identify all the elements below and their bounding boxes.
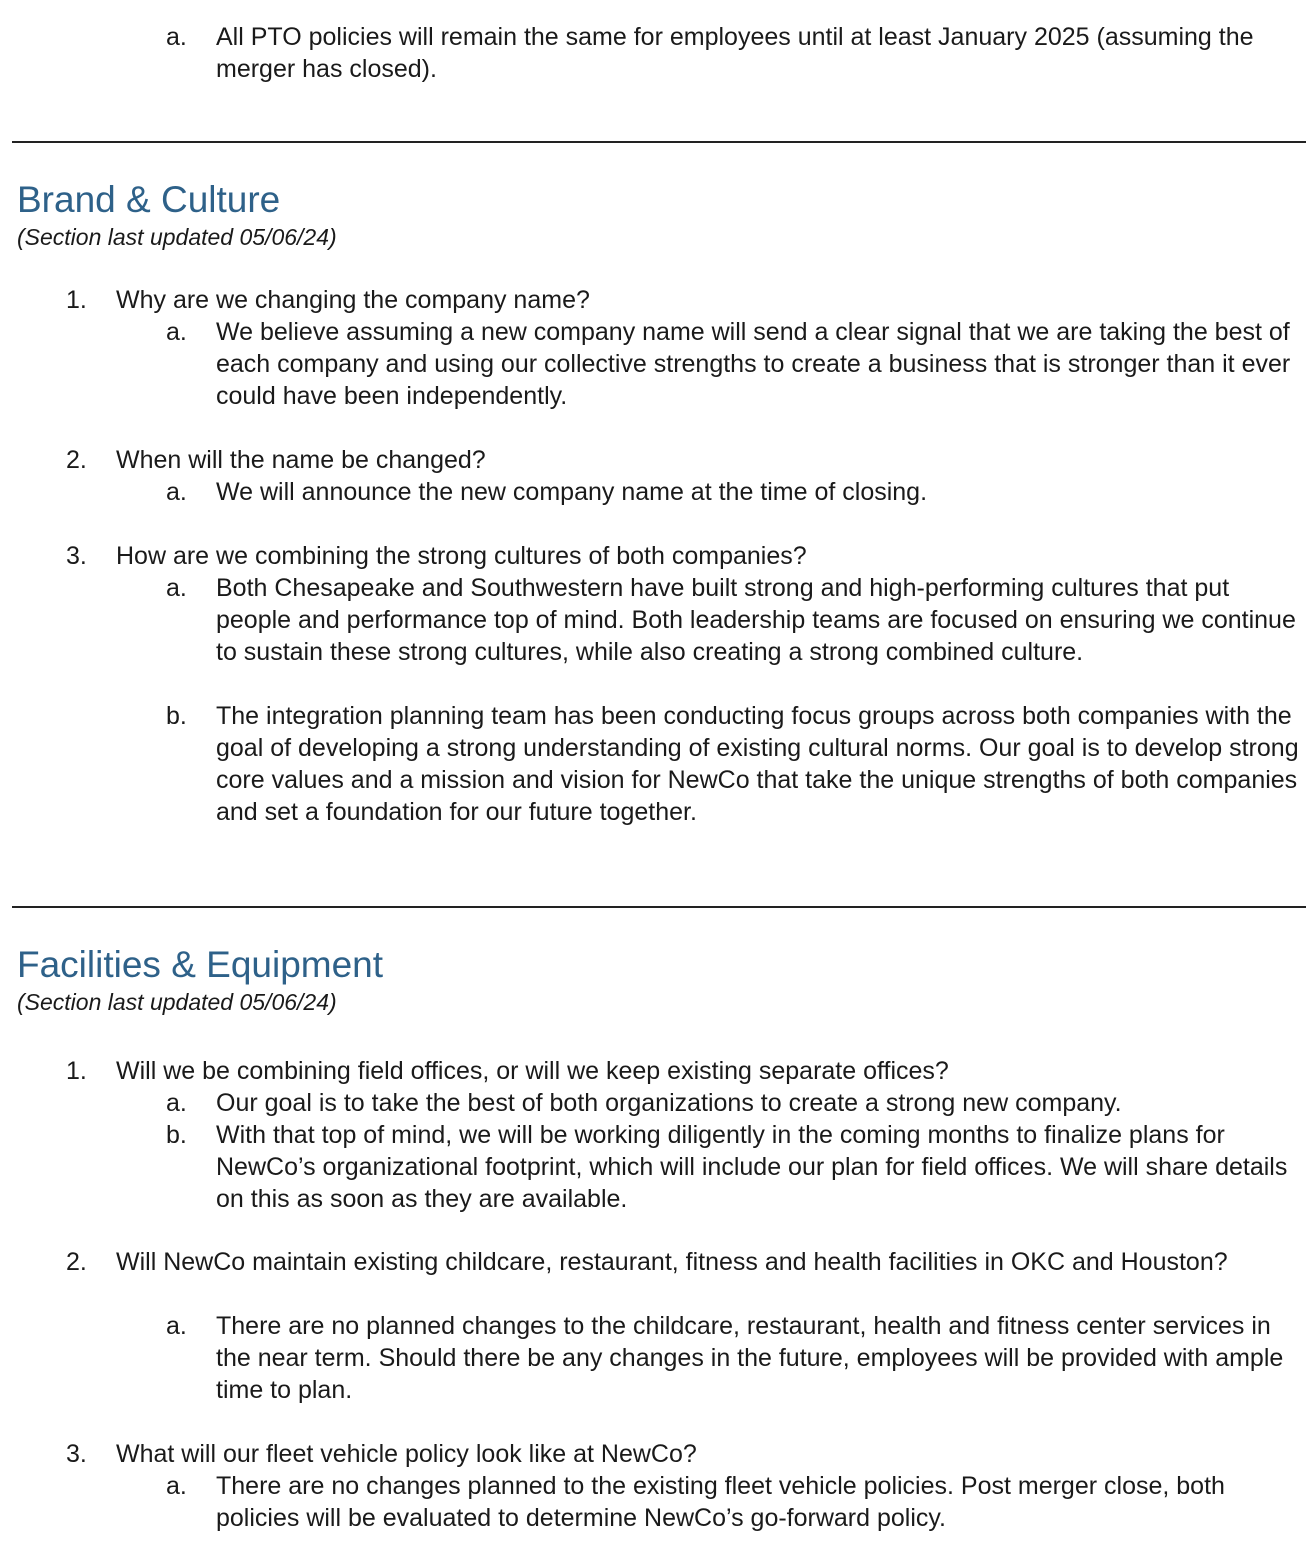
answer-letter: a. [166,1089,187,1117]
answer-letter: b. [166,1121,187,1149]
answer-letter: b. [166,702,187,730]
answer-text: Both Chesapeake and Southwestern have built strong and high-performing cultures that put people and performance top of mind. Both leadership teams are focused on ensuring we continue to sustain these strong cultures, while also creating a strong combined culture. [216,574,1296,666]
section-divider [12,141,1306,143]
answer-letter: a. [166,1472,187,1500]
question-number: 2. [66,446,87,474]
answer-text: With that top of mind, we will be working diligently in the coming months to finalize plans for NewCo’s organizational footprint, which will include our plan for field offices. We will share details on this as soon as they are available. [216,1121,1288,1213]
question-text: When will the name be changed? [116,446,486,474]
answer-letter: a. [166,1312,187,1340]
section-divider [12,906,1306,908]
section-updated-date: (Section last updated 05/06/24) [17,224,337,250]
section-title-brand-culture: Brand & Culture [17,179,281,220]
question-number: 1. [66,286,87,314]
section-updated-date: (Section last updated 05/06/24) [17,989,337,1015]
answer-text: We will announce the new company name at the time of closing. [216,478,928,506]
answer-letter: a. [166,23,187,51]
question-text: Will we be combining field offices, or will we keep existing separate offices? [116,1057,949,1085]
answer-text: We believe assuming a new company name will send a clear signal that we are taking the best of each company and using our collective strengths to create a business that is stronger than it ever could have been independently. [216,318,1291,410]
answer-letter: a. [166,478,187,506]
question-text: Will NewCo maintain existing childcare, restaurant, fitness and health facilities in OKC and Houston? [116,1248,1228,1276]
answer-text: There are no planned changes to the childcare, restaurant, health and fitness center services in the near term. Should there be any changes in the future, employees will be provided with ample time to plan. [216,1312,1284,1404]
question-text: Why are we changing the company name? [116,286,590,314]
answer-text: The integration planning team has been conducting focus groups across both companies with the goal of developing a strong understanding of existing cultural norms. Our goal is to develop strong core values and a mission and vision for NewCo that take the unique strengths of both companies and set a foundation for our future together. [216,702,1299,826]
answer-text: Our goal is to take the best of both organizations to create a strong new company. [216,1089,1122,1117]
question-number: 1. [66,1057,87,1085]
answer-text: All PTO policies will remain the same for employees until at least January 2025 (assuming the merger has closed). [216,23,1254,83]
answer-letter: a. [166,318,187,346]
answer-text: There are no changes planned to the existing fleet vehicle policies. Post merger close, both policies will be evaluated to determine NewCo’s go-forward policy. [216,1472,1225,1532]
question-text: How are we combining the strong cultures of both companies? [116,542,807,570]
section-title-facilities-equipment: Facilities & Equipment [17,944,384,985]
question-text: What will our fleet vehicle policy look like at NewCo? [116,1440,697,1468]
question-number: 3. [66,1440,87,1468]
question-number: 3. [66,542,87,570]
answer-letter: a. [166,574,187,602]
question-number: 2. [66,1248,87,1276]
